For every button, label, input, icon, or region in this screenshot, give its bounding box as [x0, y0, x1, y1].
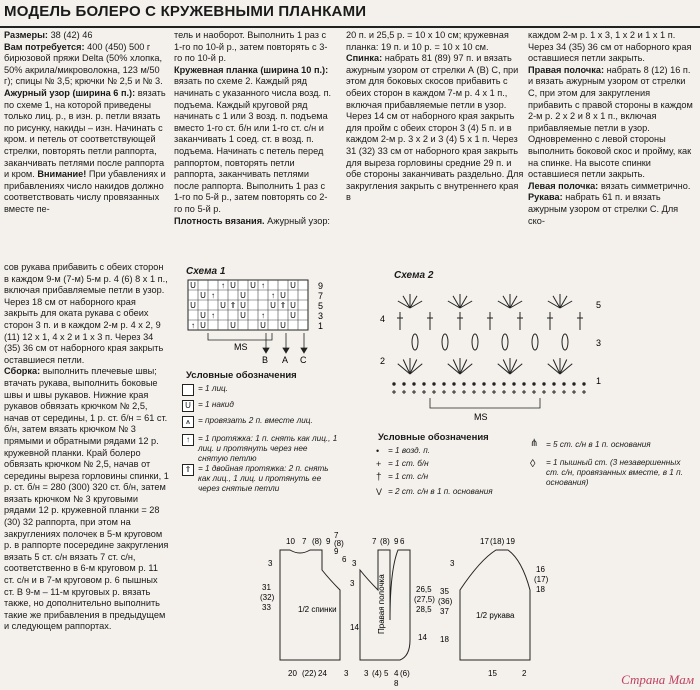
sc-icon: + [376, 459, 382, 469]
dc-icon: † [376, 472, 382, 483]
crochet-mark [533, 383, 535, 385]
col5-paragraph-1: сов рукава прибавить с обеих сторон в каждом 9-м (7-м) 5-м р. 4 (6) 8 х 1 п., включая прибавляемые петли в узор. Через 18 см от наборного края закрыть для оката рукава с обеих сторон 3 п. и в каждом 2-м р. 4 х 2, 9 (11) 12 х 1, 4 х 2 и 1 х 3 п. Через 34 (35) 36 см от наборного края закрыть оставшиеся петли. [4, 262, 168, 365]
attention-label: Внимание! [37, 169, 87, 180]
dim: (4) [372, 669, 382, 678]
crochet-mark [483, 383, 485, 385]
stitch-symbol: U [290, 281, 296, 290]
scheme1-arrow-labels [262, 355, 307, 365]
legend2-text: = 1 пышный ст. (3 незавершенных ст. с/н, провязанных вместе, в 1 п. основания) [546, 458, 683, 487]
dim: 3 [350, 579, 355, 588]
lace-text: вязать по схеме 2. Каждый ряд начинать с указанного числа возд. п. подъема. Каждый круговой ряд начинать с 1 или 3 возд. п. подъема вместо 1-го ст. б/н или 1-го ст. с/н и заканчивать 1 соед. ст. в возд. п. подъема. Начинать с петель перед раппортом, повторять петли раппорта, заканчивать петлями после раппорта. Выполнить 1 раз с 1-го по 5-й р., затем повторять со 2-го по 5-й р. [174, 76, 332, 214]
legend2-item [376, 459, 526, 472]
crochet-mark [503, 359, 510, 374]
stitch-symbol: U [290, 301, 296, 310]
dim: 4 [394, 669, 399, 678]
legend1-text: = 1 накид [198, 400, 234, 409]
stitch-symbol: ↑ [221, 281, 225, 290]
crochet-mark [442, 334, 448, 350]
watermark-logo: Страна Мам [621, 672, 694, 687]
header-bar [0, 0, 700, 28]
openwork-label: Ажурный узор (ширина 6 п.): [4, 87, 136, 98]
density-label: Плотность вязания. [174, 215, 265, 226]
back-label: Спинка: [346, 53, 383, 64]
scheme1-row-numbers [318, 281, 323, 331]
row-number: 3 [318, 311, 324, 321]
crochet-mark [532, 334, 538, 350]
dim: 16 [536, 565, 545, 574]
dim: 24 [318, 669, 327, 678]
stitch-symbol: ⇑ [279, 301, 287, 310]
sleeve-label: Рукава: [528, 192, 563, 203]
crochet-mark [563, 383, 565, 385]
crochet-mark [583, 383, 585, 385]
legend2-text: = 1 ст. с/н [388, 472, 429, 481]
dim: (8) [380, 537, 390, 546]
ms-label: MS [234, 342, 248, 352]
text-column-3 [346, 30, 524, 265]
stitch-symbol: U [230, 281, 236, 290]
dim: 6 [400, 537, 405, 546]
k2tog-icon: ⩚ [182, 416, 194, 428]
text-column-2 [174, 30, 334, 250]
crochet-mark [548, 364, 560, 374]
row-number: 9 [318, 281, 324, 291]
dim: 14 [418, 633, 427, 642]
stitch-symbol: ↑ [261, 311, 265, 320]
row-number: 5 [318, 301, 324, 311]
right-front-text: набрать 8 (12) 16 п. и вязать ажурным узором от стрелки С, при этом для закругления прибавить с правой стороны в каждом 2-м р. 2 х 2 и 8 х 1 п., включая прибавляемые петли в узор. Одновременно с левой стороны выполнить боковой скос и пройму, как на спинке. На высоте спинки оставшиеся петли закрыть. [528, 64, 693, 180]
sleeve-text: набрать 61 п. и вязать ажурным узором от стрелки С. Для ско- [528, 192, 679, 226]
dim: 10 [286, 537, 295, 546]
dim: 37 [440, 607, 449, 616]
legend1-text: = 1 протяжка: 1 п. снять как лиц., 1 лиц. и протянуть через нее снятую петлю [198, 434, 338, 463]
stitch-symbol: ↑ [261, 281, 265, 290]
dim: 33 [262, 603, 271, 612]
crochet-mark [553, 383, 555, 385]
back-piece-label: 1/2 спинки [298, 605, 337, 614]
crochet-mark [403, 359, 410, 374]
materials-text: 400 (450) 500 г бирюзовой пряжи Delta (50% хлопка, 50% акрила/микроволокна, 123 м/50 г); спицы № 3,5; крючки № 2,5 и № 3. [4, 41, 163, 87]
crochet-mark [398, 364, 410, 374]
dim: 7 [334, 531, 339, 540]
row-number: 3 [596, 338, 602, 348]
row-number: 1 [596, 376, 602, 386]
stitch-symbol: U [270, 301, 276, 310]
stitch-symbol: U [290, 311, 296, 320]
two-dc-icon: V [376, 487, 383, 497]
dim: 28,5 [416, 605, 432, 614]
dim: 7 [372, 537, 377, 546]
stitch-symbol: U [200, 321, 206, 330]
text-column-1 [4, 30, 170, 254]
legend1-text: = провязать 2 п. вместе лиц. [198, 416, 313, 425]
stitch-symbol: ↑ [191, 321, 195, 330]
legend2-item [376, 446, 526, 459]
dim: 3 [268, 559, 273, 568]
arrow-label: A [282, 355, 289, 365]
crochet-mark [472, 334, 478, 350]
col2-paragraph-1: тель и наоборот. Выполнить 1 раз с 1-го по 10-й р., затем повторять с 3-го по 10-й р. [174, 30, 328, 64]
openwork-text: вязать по схеме 1, на которой приведены только лиц. р., в изн. р. петли вязать по рисунку, накиды – изн. Начинать с кром. и петель от соответствующей стрелки, повторять петли раппорта, заканчивать петлями после раппорта и кром. [4, 87, 166, 180]
front-piece-label: Правая полочка [377, 574, 386, 634]
dim: 3 [364, 669, 369, 678]
dim: (27,5) [414, 595, 435, 604]
crochet-mark [502, 334, 508, 350]
crochet-mark [498, 364, 510, 374]
stitch-symbol: U [200, 291, 206, 300]
crochet-mark [403, 383, 405, 385]
crochet-mark [562, 334, 568, 350]
dim: 9 [394, 537, 399, 546]
stitch-symbol: ⇑ [229, 301, 237, 310]
stitch-symbol: U [260, 321, 266, 330]
stitch-symbol: U [280, 291, 286, 300]
right-front-label: Правая полочка: [528, 64, 605, 75]
legend1-item [182, 434, 342, 464]
puff-stitch-icon: ◊ [530, 458, 536, 470]
row-number: 1 [318, 321, 324, 331]
scheme1-chart [180, 278, 340, 368]
dim: 18 [440, 635, 449, 644]
legend1 [182, 384, 342, 494]
dim: 9 [326, 537, 331, 546]
dim: 8 [394, 679, 399, 688]
dim: 18 [536, 585, 545, 594]
sizes-label: Размеры: [4, 30, 48, 40]
page-title: МОДЕЛЬ БОЛЕРО С КРУЖЕВНЫМИ ПЛАНКАМИ [4, 3, 367, 20]
crochet-mark [510, 364, 522, 374]
legend1-item [182, 464, 342, 494]
row-number: 2 [380, 356, 386, 366]
shell-icon: ⋔ [530, 438, 539, 449]
attention-text: При убавлениях и прибавлениях число накидов должно соответствовать числу провязанных вместе пе- [4, 169, 166, 214]
dim: 15 [488, 669, 497, 678]
crochet-mark [393, 383, 395, 385]
dim: (6) [400, 669, 410, 678]
density-text: Ажурный узор: [267, 215, 330, 226]
crochet-mark [423, 383, 425, 385]
assembly-text: выполнить плечевые швы; втачать рукава, выполнить боковые швы и швы рукавов. Нижние края рукавов обвязать крючком № 2,5, начав от середины, 1 р. ст. б/н = 61 ст. б/н, затем вязать крючком № 3 прямыми и обратными рядами 12 р. кружевной планки. Край болеро обвязать крючком № 2,5, начав от середины выреза горловины спинки, 1 р. ст. б/н = 280 (300) 320 ст. б/н, затем вязать крючком № 3 круговыми рядами 12 р. кружевной планки = 28 (30) 32 раппорта, при этом на закруглениях полочек в 5-м круговом р. в раппорте посередине закругления вязать 5 ст. с/н вязать 7 ст. с/н, соответственно в 6-м круговом р. 11 ст. с/н и в 7-м круговом р. 6 пышных ст. В 9-м – 11-м круговых р. вязать также, но дополнительно выполнить такие же прибавления в предыдущем и следующем раппортах. [4, 366, 169, 632]
legend2-item [376, 472, 526, 487]
skp-icon: ↑ [182, 434, 194, 446]
crochet-mark [433, 383, 435, 385]
crochet-mark [410, 364, 422, 374]
ms-bracket [430, 398, 540, 408]
legend1-item [182, 400, 342, 416]
crochet-mark [463, 383, 465, 385]
dim: 17 [480, 537, 489, 546]
crochet-mark [412, 334, 418, 350]
row-number: 4 [380, 314, 386, 324]
stitch-symbol: U [230, 321, 236, 330]
crochet-mark [510, 359, 517, 374]
materials-label: Вам потребуется: [4, 41, 85, 52]
stitch-symbol: ↑ [271, 291, 275, 300]
dim: (22) [302, 669, 317, 678]
dim: 19 [506, 537, 515, 546]
left-front-text: вязать симметрично. [600, 180, 691, 191]
back-text: набрать 81 (89) 97 п. и вязать ажурным узором от стрелки А (В) С, при этом для боковых скосов прибавить с обеих сторон в каждом 7-м р. 4 х 1 п., включая прибавляемые петли в узор. Через 14 см от наборного края закрыть для пройм с обеих сторон 3 (4) 5 п. и в каждом 2-м р. 3 х 2 и 3 (4) 5 х 1 п. Через 31 (32) 33 см от наборного края закрыть для выреза горловины средние 29 п. и обе стороны заканчивать раздельно. Для закругления закрыть с внутреннего края в [346, 53, 524, 203]
knit-stitch-icon [182, 384, 194, 396]
legend2-item [530, 438, 696, 458]
stitch-symbol: U [200, 311, 206, 320]
text-column-4 [528, 30, 696, 250]
left-front-label: Левая полочка: [528, 180, 599, 191]
dim: 3 [344, 669, 349, 678]
dim: (36) [438, 597, 453, 606]
legend2-item [376, 487, 526, 500]
dim: (8) [312, 537, 322, 546]
stitch-symbol: U [240, 311, 246, 320]
col3-paragraph-1: 20 п. и 25,5 р. = 10 х 10 см; кружевная планка: 19 п. и 10 р. = 10 х 10 см. [346, 30, 509, 52]
crochet-mark [453, 383, 455, 385]
crochet-mark [543, 383, 545, 385]
stitch-symbol: U [250, 281, 256, 290]
crochet-mark [493, 383, 495, 385]
legend2-right [530, 438, 696, 498]
sleeve-piece-outline [460, 550, 530, 660]
legend2-item [530, 458, 696, 498]
dim: (8) [334, 539, 344, 548]
dim: 14 [350, 623, 359, 632]
scheme1-arrows [263, 333, 307, 353]
crochet-mark [460, 364, 472, 374]
sleeve-piece-label: 1/2 рукава [476, 611, 515, 620]
crochet-mark [560, 359, 567, 374]
front-dimensions [352, 537, 435, 688]
dim: 9 [334, 547, 339, 556]
dim: 2 [522, 669, 527, 678]
legend1-text: = 1 лиц. [198, 384, 229, 393]
legend1-item [182, 416, 342, 434]
legend1-title: Условные обозначения [186, 370, 297, 381]
crochet-mark [453, 359, 460, 374]
double-decrease-icon: ⇑ [182, 464, 194, 476]
scheme2-chart [370, 282, 610, 422]
crochet-mark [513, 383, 515, 385]
pattern-schematics [260, 530, 700, 690]
arrow-label: B [262, 355, 269, 365]
crochet-mark [523, 383, 525, 385]
sizes-text: 38 (42) 46 [50, 30, 93, 40]
legend2-text: = 1 ст. б/н [388, 459, 429, 468]
row-number: 5 [596, 300, 602, 310]
stitch-symbol: U [240, 291, 246, 300]
scheme2-title: Схема 2 [394, 270, 434, 281]
legend2-left [376, 446, 526, 500]
stitch-symbol: U [190, 301, 196, 310]
row-number: 7 [318, 291, 324, 301]
legend2-title: Условные обозначения [378, 432, 489, 443]
stitch-symbol: U [190, 281, 196, 290]
dim: 5 [384, 669, 389, 678]
arrow-label: C [300, 355, 307, 365]
text-column-5 [4, 262, 170, 672]
crochet-mark [448, 364, 460, 374]
ms-bracket [208, 333, 272, 340]
crochet-mark [443, 383, 445, 385]
dim: 20 [288, 669, 297, 678]
crochet-mark [573, 383, 575, 385]
chain-icon: • [376, 446, 380, 456]
legend1-text: = 1 двойная протяжка: 2 п. снять как лиц., 1 лиц. и протянуть ее через снятые петли [198, 464, 329, 493]
dim: 3 [450, 559, 455, 568]
crochet-mark [473, 383, 475, 385]
stitch-symbol: U [240, 301, 246, 310]
legend2-text: = 5 ст. с/н в 1 п. основания [546, 440, 651, 449]
crochet-mark [413, 383, 415, 385]
stitch-symbol: ↑ [211, 311, 215, 320]
stitch-symbol: U [220, 301, 226, 310]
dim: (17) [534, 575, 549, 584]
dim: (18) [490, 537, 505, 546]
crochet-mark [553, 359, 560, 374]
scheme1-title: Схема 1 [186, 266, 226, 277]
dim: 7 [302, 537, 307, 546]
sleeve-dimensions [438, 537, 549, 678]
dim: 35 [440, 587, 449, 596]
assembly-label: Сборка: [4, 366, 41, 377]
dim: 3 [352, 559, 357, 568]
crochet-mark [560, 364, 572, 374]
dim: 31 [262, 583, 271, 592]
crochet-mark [503, 383, 505, 385]
crochet-mark [460, 359, 467, 374]
yarn-over-icon: U [182, 400, 194, 412]
stitch-symbol: ↑ [211, 291, 215, 300]
crochet-mark [410, 359, 417, 374]
legend1-item [182, 384, 342, 400]
dim: (32) [260, 593, 275, 602]
dim: 6 [342, 555, 347, 564]
stitch-symbol: U [280, 321, 286, 330]
lace-label: Кружевная планка (ширина 10 п.): [174, 64, 329, 75]
legend2-text: = 1 возд. п. [388, 446, 431, 455]
dim: 26,5 [416, 585, 432, 594]
legend2-text: = 2 ст. с/н в 1 п. основания [388, 487, 493, 496]
ms-label: MS [474, 412, 488, 422]
col4-paragraph-1: каждом 2-м р. 1 х 3, 1 х 2 и 1 х 1 п. Через 34 (35) 36 см от наборного края оставшиеся петли закрыть. [528, 30, 692, 64]
